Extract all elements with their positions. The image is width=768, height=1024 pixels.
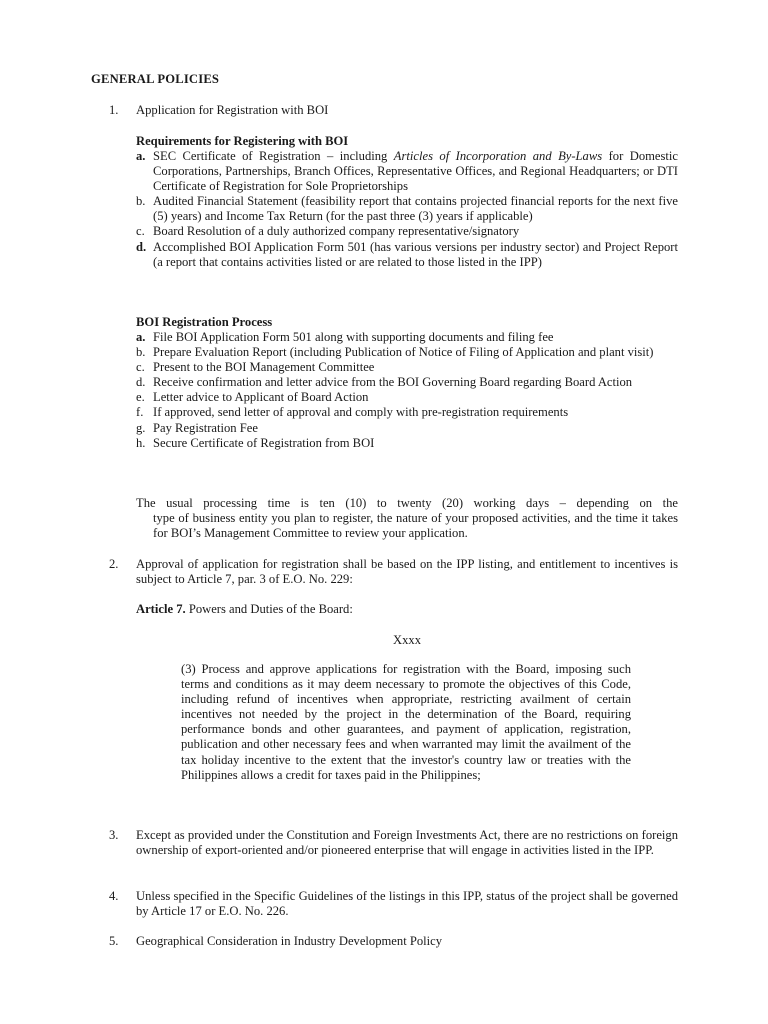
process-text: Receive confirmation and letter advice from the BOI Governing Board regarding Board Action <box>153 375 633 390</box>
requirement-text: SEC Certificate of Registration – including <box>153 149 394 163</box>
article-quote: (3) Process and approve applications for registration with the Board, imposing such terms and conditions as it may deem necessary to promote the objectives of this Code, including refund of incentives when appropriate, restricting availment of certain incentives not needed by the project in the determination of the Board, requiring performance bonds and other guarantees, and payment of application, registration, publication and other necessary fees and when warranted may limit the availment of the tax holiday incentive to the extent that the investor's country law or treaties with the Philippines allows a credit for taxes paid in the Philippines; <box>181 662 631 782</box>
requirement-item <box>136 194 678 224</box>
process-item <box>136 421 678 436</box>
section-text: Approval of application for registration shall be based on the IPP listing, and entitlement to incentives is subject to Article 7, par. 3 of E.O. No. 229: <box>136 557 678 587</box>
section-number: 2. <box>109 557 119 571</box>
section-text: Geographical Consideration in Industry Development Policy <box>136 934 443 948</box>
requirement-italic-text: Articles of Incorporation and By-Laws <box>393 149 603 163</box>
process-item <box>136 345 678 360</box>
section-number: 4. <box>109 889 119 903</box>
list-marker: f. <box>136 405 144 420</box>
page-heading: GENERAL POLICIES <box>91 72 220 86</box>
requirement-item <box>136 149 678 194</box>
list-marker: h. <box>136 435 146 450</box>
list-marker: g. <box>136 420 146 435</box>
article-heading <box>136 602 678 617</box>
section-number: 1. <box>109 103 119 117</box>
section-text: Application for Registration with BOI <box>136 103 329 117</box>
process-item <box>136 436 678 451</box>
processing-time-paragraph <box>136 496 678 541</box>
list-marker: e. <box>136 390 145 405</box>
list-marker: d. <box>136 375 146 390</box>
list-marker: b. <box>136 345 146 360</box>
list-marker: d. <box>136 239 147 254</box>
requirement-item <box>136 224 678 239</box>
list-marker: c. <box>136 224 145 239</box>
section-number: 5. <box>109 934 119 948</box>
process-title: BOI Registration Process <box>136 315 273 329</box>
list-marker: a. <box>136 330 146 344</box>
process-item <box>136 360 678 375</box>
section-number: 3. <box>109 828 119 842</box>
process-text: Prepare Evaluation Report (including Publication of Notice of Filing of Application and plant visit) <box>153 345 654 360</box>
process-text: Secure Certificate of Registration from BOI <box>153 435 375 450</box>
process-item <box>136 390 678 405</box>
list-marker: c. <box>136 360 145 375</box>
process-item <box>136 330 678 345</box>
process-item <box>136 405 678 420</box>
section-text: Unless specified in the Specific Guidelines of the listings in this IPP, status of the project shall be governed by Article 17 or E.O. No. 226. <box>136 889 678 919</box>
section-text: Except as provided under the Constitution and Foreign Investments Act, there are no restrictions on foreign ownership of export-oriented and/or pioneered enterprise that will engage in activities listed in the IPP. <box>136 828 678 858</box>
processing-time-rest: type of business entity you plan to register, the nature of your proposed activities, and the time it takes for BOI’s Management Committee to review your application. <box>153 511 678 541</box>
requirement-item <box>136 240 678 270</box>
list-marker: a. <box>136 149 146 163</box>
requirement-text: Accomplished BOI Application Form 501 (has various versions per industry sector) and Project Report (a report that contains activities listed or are related to those listed in the IPP) <box>153 239 678 269</box>
article-label: Article 7. <box>136 602 186 616</box>
article-title: Powers and Duties of the Board: <box>188 602 353 616</box>
ellipsis-marker: Xxxx <box>393 633 421 647</box>
requirements-title: Requirements for Registering with BOI <box>136 134 349 148</box>
process-text: Pay Registration Fee <box>153 420 258 435</box>
process-item <box>136 375 678 390</box>
process-text: If approved, send letter of approval and comply with pre-registration requirements <box>153 405 569 420</box>
requirement-text-end: for Domestic Corporations, Partnerships, Branch Offices, Representative Offices, and Regional Headquarters; or DTI Certificate of Registration for Sole Proprietorships <box>153 149 678 194</box>
requirement-text: Board Resolution of a duly authorized company representative/signatory <box>153 224 520 239</box>
list-marker: b. <box>136 194 146 209</box>
requirement-text: Audited Financial Statement (feasibility report that contains projected financial reports for the next five (5) years) and Income Tax Return (for the past three (3) years if applicable) <box>153 194 678 224</box>
process-text: File BOI Application Form 501 along with supporting documents and filing fee <box>153 330 554 344</box>
process-text: Letter advice to Applicant of Board Action <box>153 390 369 405</box>
requirements-list <box>136 149 678 270</box>
processing-time-first-line: The usual processing time is ten (10) to twenty (20) working days – depending on the <box>136 496 678 510</box>
process-list <box>136 330 678 451</box>
process-text: Present to the BOI Management Committee <box>153 360 375 375</box>
